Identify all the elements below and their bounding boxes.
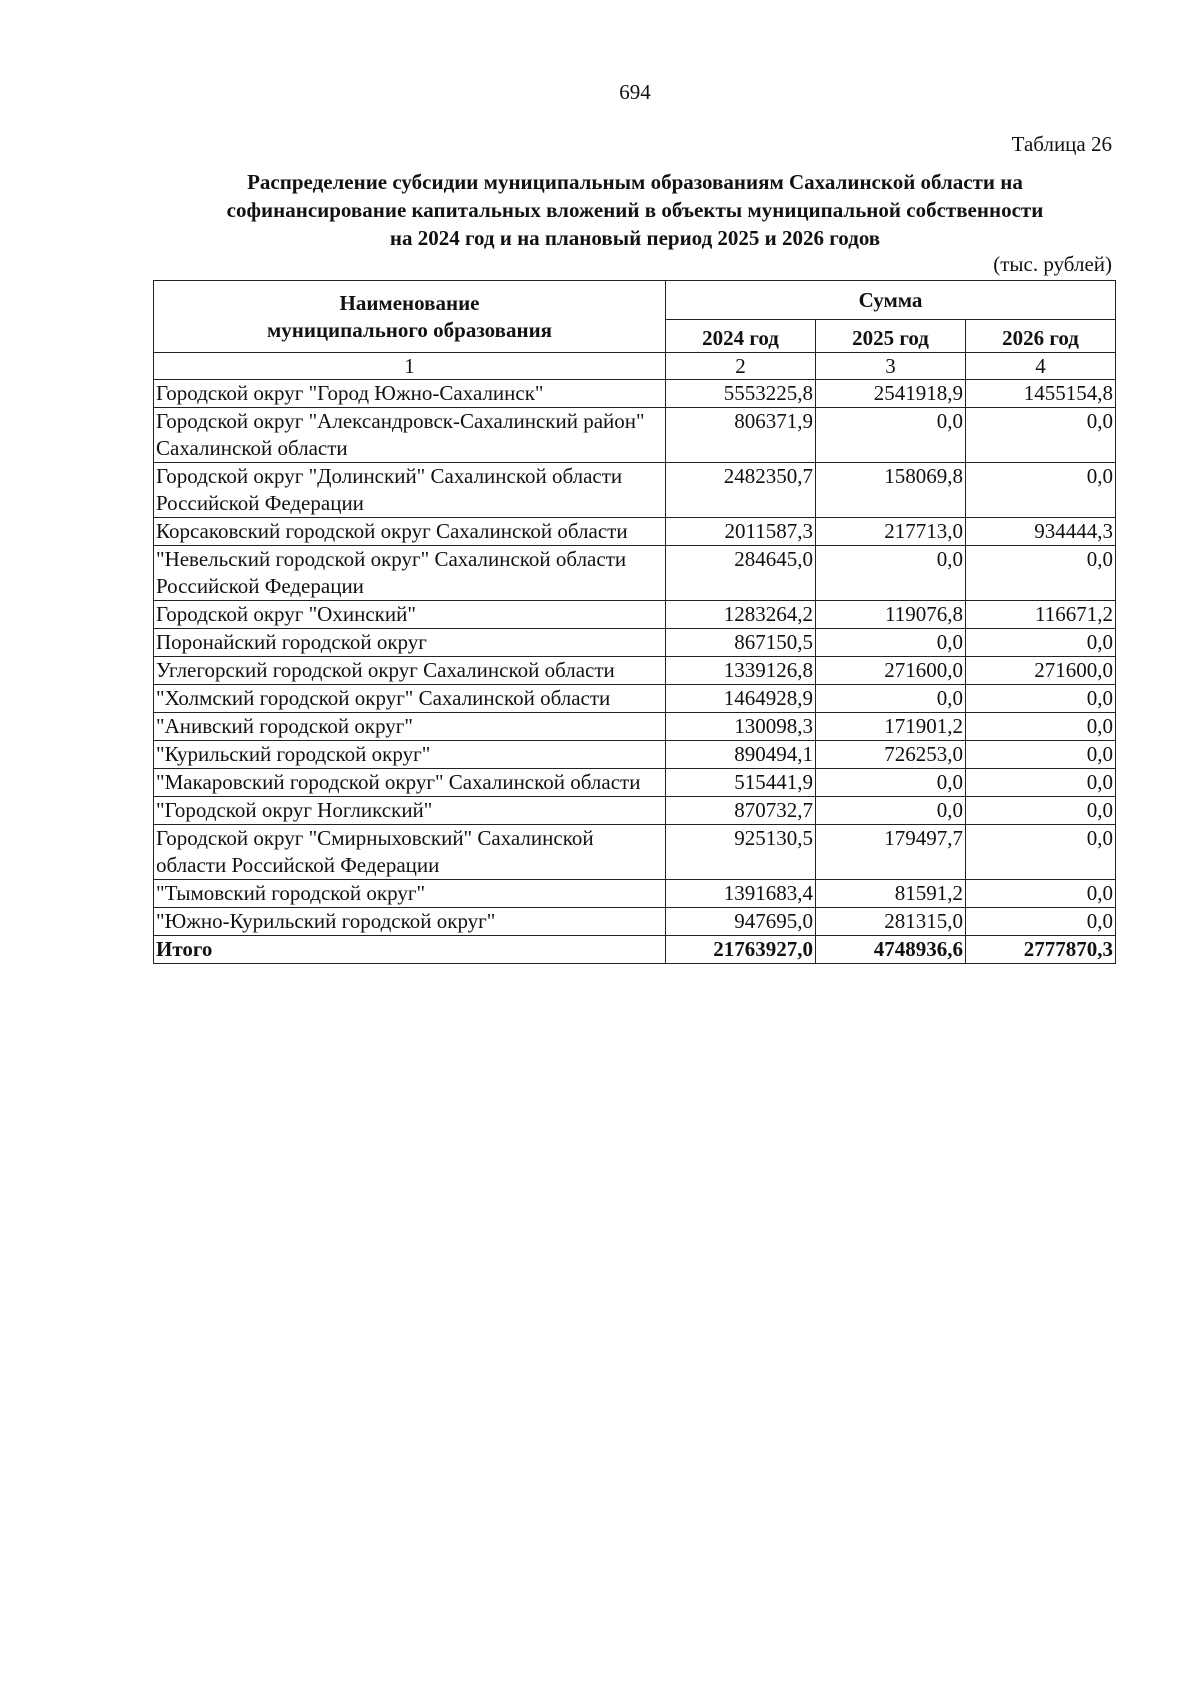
amount-2024: 947695,0 bbox=[666, 908, 816, 936]
amount-2024: 2011587,3 bbox=[666, 518, 816, 546]
table-label: Таблица 26 bbox=[1011, 132, 1112, 156]
column-index: 3 bbox=[816, 353, 966, 380]
municipality-name: Городской округ "Охинский" bbox=[154, 601, 666, 629]
amount-2026: 0,0 bbox=[966, 797, 1116, 825]
amount-2024: 870732,7 bbox=[666, 797, 816, 825]
table-row bbox=[154, 629, 1116, 657]
table-row bbox=[154, 380, 1116, 408]
header-year-2025: 2025 год bbox=[816, 320, 966, 353]
header-name-line: муниципального образования bbox=[266, 317, 553, 342]
municipality-name: "Холмский городской округ" Сахалинской области bbox=[154, 685, 666, 713]
column-index: 2 bbox=[666, 353, 816, 380]
amount-2025: 171901,2 bbox=[816, 713, 966, 741]
amount-2026: 0,0 bbox=[966, 825, 1116, 880]
municipality-name: Городской округ "Смирныховский" Сахалинской области Российской Федерации bbox=[154, 825, 666, 880]
table-row bbox=[154, 908, 1116, 936]
amount-2024: 284645,0 bbox=[666, 546, 816, 601]
amount-2026: 0,0 bbox=[966, 908, 1116, 936]
amount-2026: 116671,2 bbox=[966, 601, 1116, 629]
amount-2025: 217713,0 bbox=[816, 518, 966, 546]
municipality-name: "Макаровский городской округ" Сахалинской области bbox=[154, 769, 666, 797]
header-year-2024: 2024 год bbox=[666, 320, 816, 353]
header-name-line: Наименование bbox=[339, 290, 480, 315]
municipality-name: "Городской округ Ногликский" bbox=[154, 797, 666, 825]
municipality-name: Углегорский городской округ Сахалинской области bbox=[154, 657, 666, 685]
table-row bbox=[154, 769, 1116, 797]
amount-2025: 0,0 bbox=[816, 629, 966, 657]
amount-2025: 119076,8 bbox=[816, 601, 966, 629]
municipality-name: Поронайский городской округ bbox=[154, 629, 666, 657]
amount-2026: 0,0 bbox=[966, 713, 1116, 741]
table-row bbox=[154, 880, 1116, 908]
municipality-name: Городской округ "Александровск-Сахалинский район" Сахалинской области bbox=[154, 408, 666, 463]
municipality-name: "Курильский городской округ" bbox=[154, 741, 666, 769]
table-row bbox=[154, 713, 1116, 741]
amount-2024: 1339126,8 bbox=[666, 657, 816, 685]
amount-2025: 2541918,9 bbox=[816, 380, 966, 408]
amount-2025: 158069,8 bbox=[816, 463, 966, 518]
table-row bbox=[154, 518, 1116, 546]
header-municipality bbox=[154, 281, 666, 353]
municipality-name: Городской округ "Долинский" Сахалинской области Российской Федерации bbox=[154, 463, 666, 518]
table-body bbox=[154, 380, 1116, 936]
table-header-row bbox=[154, 281, 1116, 320]
amount-2026: 0,0 bbox=[966, 880, 1116, 908]
municipality-name: "Южно-Курильский городской округ" bbox=[154, 908, 666, 936]
amount-2025: 179497,7 bbox=[816, 825, 966, 880]
amount-2024: 2482350,7 bbox=[666, 463, 816, 518]
amount-2025: 281315,0 bbox=[816, 908, 966, 936]
amount-2024: 1464928,9 bbox=[666, 685, 816, 713]
title-line: софинансирование капитальных вложений в объекты муниципальной собственности bbox=[226, 198, 1044, 222]
amount-2024: 5553225,8 bbox=[666, 380, 816, 408]
table-row bbox=[154, 685, 1116, 713]
table-row bbox=[154, 741, 1116, 769]
document-title bbox=[150, 168, 1120, 252]
municipality-name: "Анивский городской округ" bbox=[154, 713, 666, 741]
table-row bbox=[154, 546, 1116, 601]
units-note: (тыс. рублей) bbox=[993, 252, 1112, 276]
amount-2025: 81591,2 bbox=[816, 880, 966, 908]
amount-2025: 0,0 bbox=[816, 408, 966, 463]
municipality-name: Городской округ "Город Южно-Сахалинск" bbox=[154, 380, 666, 408]
table-row bbox=[154, 657, 1116, 685]
column-index: 1 bbox=[154, 353, 666, 380]
amount-2026: 0,0 bbox=[966, 685, 1116, 713]
title-line: Распределение субсидии муниципальным образованиям Сахалинской области на bbox=[247, 170, 1023, 194]
amount-2026: 0,0 bbox=[966, 463, 1116, 518]
amount-2024: 1391683,4 bbox=[666, 880, 816, 908]
municipality-name: Корсаковский городской округ Сахалинской области bbox=[154, 518, 666, 546]
amount-2025: 0,0 bbox=[816, 797, 966, 825]
table-row bbox=[154, 601, 1116, 629]
total-label: Итого bbox=[154, 936, 666, 964]
total-row bbox=[154, 936, 1116, 964]
amount-2025: 0,0 bbox=[816, 546, 966, 601]
title-line: на 2024 год и на плановый период 2025 и 2026 годов bbox=[389, 226, 881, 250]
table-row bbox=[154, 463, 1116, 518]
amount-2025: 726253,0 bbox=[816, 741, 966, 769]
amount-2024: 130098,3 bbox=[666, 713, 816, 741]
subsidy-table bbox=[153, 280, 1116, 964]
amount-2026: 0,0 bbox=[966, 408, 1116, 463]
amount-2026: 0,0 bbox=[966, 769, 1116, 797]
column-index-row bbox=[154, 353, 1116, 380]
amount-2024: 925130,5 bbox=[666, 825, 816, 880]
total-2024: 21763927,0 bbox=[666, 936, 816, 964]
table-row bbox=[154, 408, 1116, 463]
amount-2025: 271600,0 bbox=[816, 657, 966, 685]
total-2025: 4748936,6 bbox=[816, 936, 966, 964]
table-row bbox=[154, 797, 1116, 825]
amount-2024: 867150,5 bbox=[666, 629, 816, 657]
table-row bbox=[154, 825, 1116, 880]
amount-2024: 515441,9 bbox=[666, 769, 816, 797]
amount-2026: 0,0 bbox=[966, 629, 1116, 657]
amount-2026: 0,0 bbox=[966, 741, 1116, 769]
amount-2024: 806371,9 bbox=[666, 408, 816, 463]
amount-2026: 271600,0 bbox=[966, 657, 1116, 685]
header-year-2026: 2026 год bbox=[966, 320, 1116, 353]
municipality-name: "Невельский городской округ" Сахалинской области Российской Федерации bbox=[154, 546, 666, 601]
amount-2025: 0,0 bbox=[816, 685, 966, 713]
amount-2025: 0,0 bbox=[816, 769, 966, 797]
amount-2026: 0,0 bbox=[966, 546, 1116, 601]
amount-2026: 1455154,8 bbox=[966, 380, 1116, 408]
column-index: 4 bbox=[966, 353, 1116, 380]
page-number: 694 bbox=[619, 80, 651, 104]
total-2026: 2777870,3 bbox=[966, 936, 1116, 964]
amount-2026: 934444,3 bbox=[966, 518, 1116, 546]
amount-2024: 890494,1 bbox=[666, 741, 816, 769]
amount-2024: 1283264,2 bbox=[666, 601, 816, 629]
municipality-name: "Тымовский городской округ" bbox=[154, 880, 666, 908]
header-sum: Сумма bbox=[666, 281, 1116, 320]
